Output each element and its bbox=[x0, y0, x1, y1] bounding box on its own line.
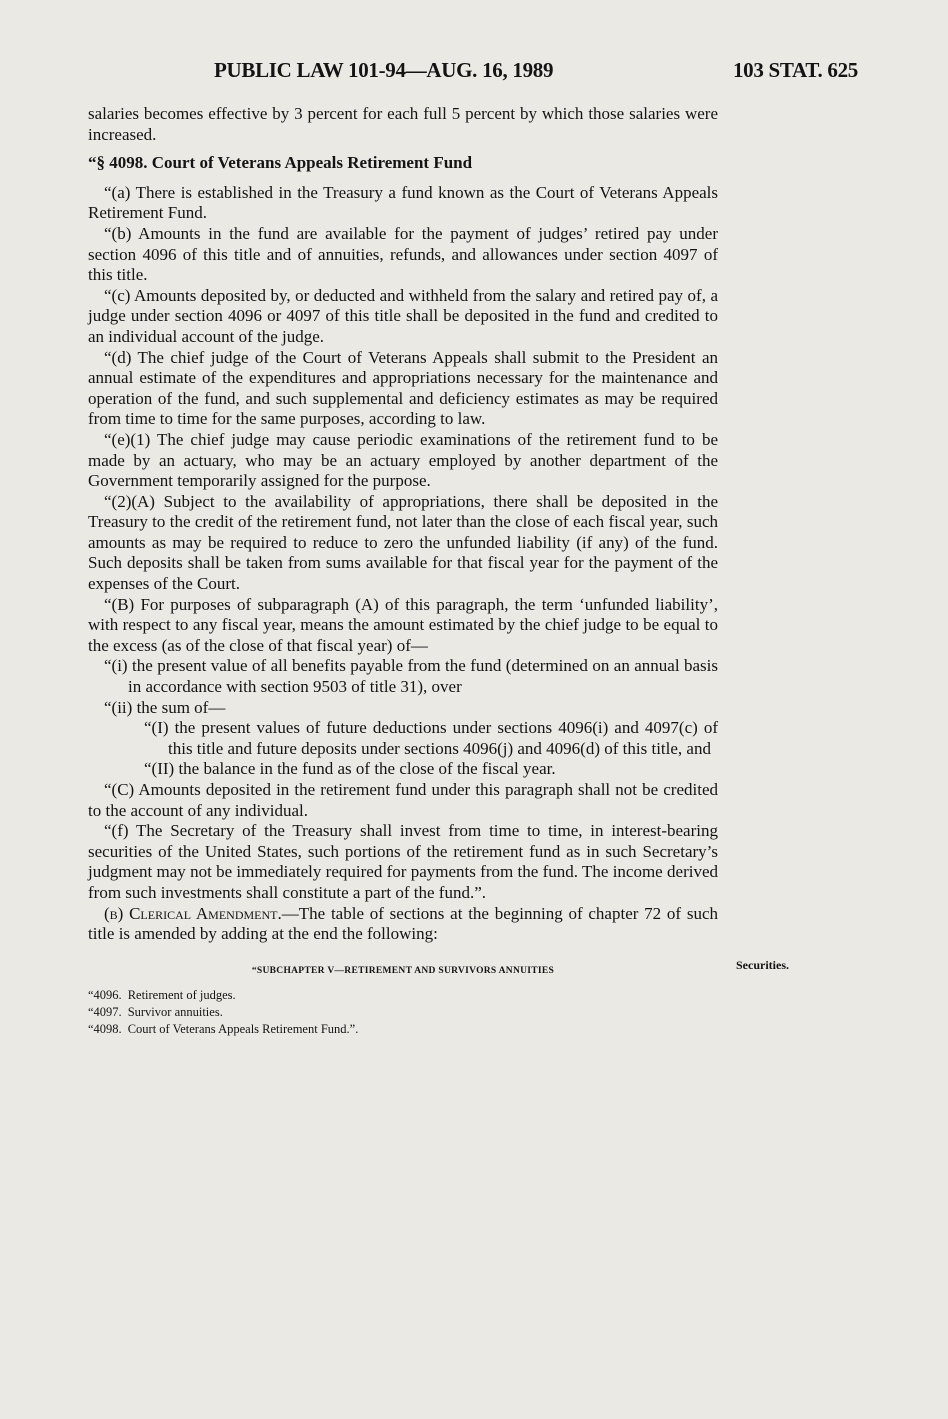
toc-item-number: “4096. bbox=[88, 987, 122, 1002]
subclause-I: “(I) the present values of future deductions under sections 4096(i) and 4097(c) of this title and future deposits under sections 4096(j) and 4096(d) of this title, and bbox=[144, 718, 718, 758]
toc-item-label: Court of Veterans Appeals Retirement Fund.”. bbox=[127, 1021, 359, 1036]
toc-item-number: “4098. bbox=[88, 1021, 122, 1036]
page-header bbox=[88, 58, 858, 88]
table-of-sections bbox=[88, 963, 718, 1038]
toc-item-label: Survivor annuities. bbox=[127, 1004, 223, 1019]
paragraph-d: “(d) The chief judge of the Court of Veterans Appeals shall submit to the President an annual estimate of the expenditures and appropriations necessary for the maintenance and operation of the fund, and such supplemental and deficiency estimates as may be required from time to time for the same purposes, according to law. bbox=[88, 347, 718, 429]
toc-item bbox=[88, 987, 718, 1004]
paragraph-a: “(a) There is established in the Treasury a fund known as the Court of Veterans Appeals Retirement Fund. bbox=[88, 182, 718, 223]
toc-item bbox=[88, 1021, 718, 1038]
paragraph-e2c: “(C) Amounts deposited in the retirement fund under this paragraph shall not be credited to the account of any individual. bbox=[88, 780, 718, 820]
clause-i: “(i) the present value of all benefits payable from the fund (determined on an annual basis in accordance with section 9503 of title 31), over bbox=[104, 656, 718, 697]
clause-ii: “(ii) the sum of— bbox=[104, 697, 226, 717]
paragraph-continuation: salaries becomes effective by 3 percent for each full 5 percent by which those salaries were increased. bbox=[88, 104, 718, 144]
toc-item-label: Retirement of judges. bbox=[127, 987, 236, 1002]
toc-item-number: “4097. bbox=[88, 1004, 122, 1019]
running-title: PUBLIC LAW 101-94—AUG. 16, 1989 bbox=[214, 58, 554, 82]
paragraph-c: “(c) Amounts deposited by, or deducted and withheld from the salary and retired pay of, a judge under section 4096 or 4097 of this title shall be deposited in the fund and credited to an individual account of the judge. bbox=[88, 285, 718, 346]
clerical-amendment-text: —The table of sections at the beginning of chapter 72 of such title is amended by adding at the end the following: bbox=[88, 903, 718, 944]
subclause-II: “(II) the balance in the fund as of the close of the fiscal year. bbox=[144, 759, 556, 779]
paragraph-b: “(b) Amounts in the fund are available for the payment of judges’ retired pay under section 4096 of this title and of annuities, refunds, and allowances under section 4097 of this title. bbox=[88, 223, 718, 285]
clerical-amendment-label: (b) Clerical Amendment. bbox=[104, 903, 282, 923]
section-heading: “§ 4098. Court of Veterans Appeals Retirement Fund bbox=[88, 153, 473, 173]
toc-item bbox=[88, 1004, 718, 1021]
statute-page-number: 103 STAT. 625 bbox=[732, 58, 858, 82]
paragraph-f: “(f) The Secretary of the Treasury shall invest from time to time, in interest-bearing securities of the United States, such portions of the retirement fund as in such Secretary’s judgment may not be immediately required for payments from the fund. The income derived from such investments shall constitute a part of the fund.”. bbox=[88, 821, 718, 902]
clerical-amendment bbox=[88, 904, 718, 945]
paragraph-e2b: “(B) For purposes of subparagraph (A) of this paragraph, the term ‘unfunded liability’, with respect to any fiscal year, means the amount estimated by the chief judge to be equal to the excess (as of the close of that fiscal year) of— bbox=[88, 594, 718, 655]
margin-note: Securities. bbox=[736, 958, 789, 972]
subchapter-heading: “SUBCHAPTER V—RETIREMENT AND SURVIVORS ANNUITIES bbox=[251, 965, 555, 976]
paragraph-e2a: “(2)(A) Subject to the availability of appropriations, there shall be deposited in the Treasury to the credit of the retirement fund, not later than the close of each fiscal year, such amounts as may be required to reduce to zero the unfunded liability (if any) of the fund. Such deposits shall be taken from sums available for that fiscal year for the payment of the expenses of the Court. bbox=[88, 491, 718, 594]
paragraph-e1: “(e)(1) The chief judge may cause periodic examinations of the retirement fund to be made by an actuary, who may be an actuary employed by another department of the Government temporarily assigned for the purpose. bbox=[88, 429, 718, 491]
document-body bbox=[88, 104, 718, 1038]
